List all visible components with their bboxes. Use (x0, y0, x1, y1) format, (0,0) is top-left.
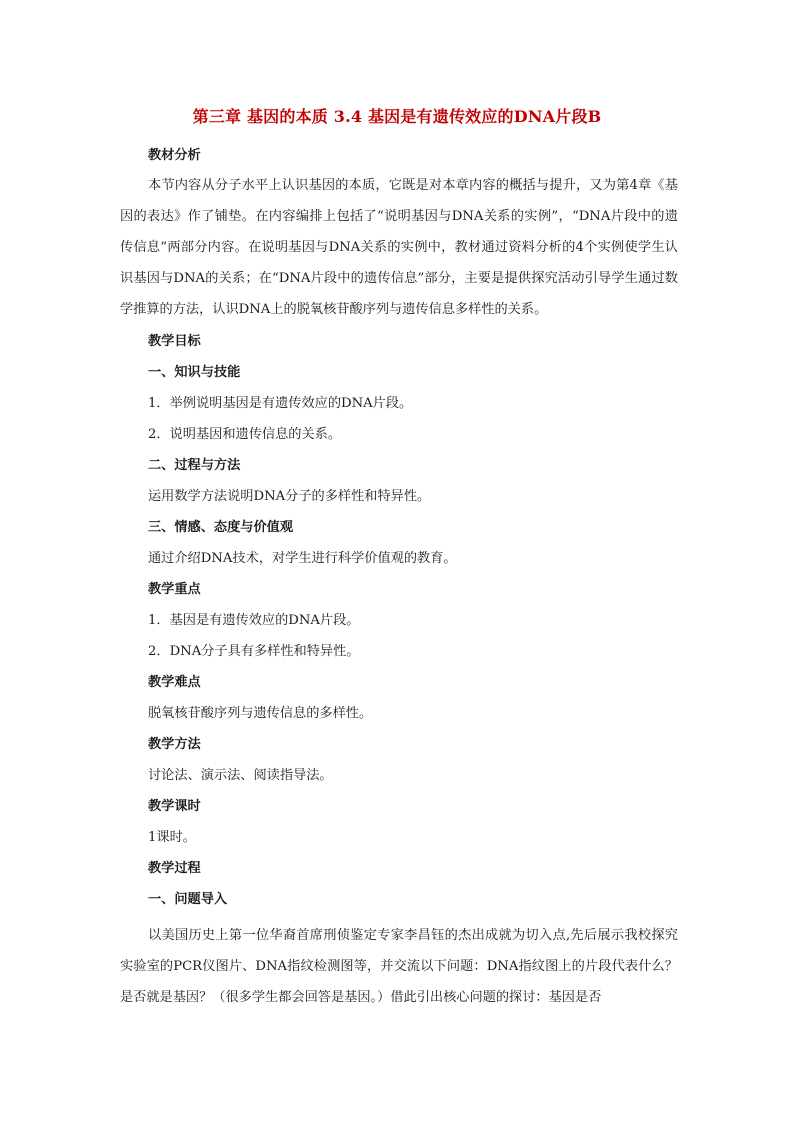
analysis-heading: 教材分析 (148, 148, 201, 163)
difficulty-heading: 教学难点 (148, 675, 201, 690)
analysis-paragraph: 本节内容从分子水平上认识基因的本质，它既是对本章内容的概括与提升，又为第4章《基因的表达》作了铺垫。在内容编排上包括了“说明基因与DNA关系的实例”，“DNA片段中的遗传信息”两部分内容。在说明基因与DNA关系的实例中，教材通过资料分析的4个实例使学生认识基因与DNA的关系；在“DNA片段中的遗传信息”部分，主要是提供探究活动引导学生通过数学推算的方法，认识DNA上的脱氧核苷酸序列与遗传信息多样性的关系。 (120, 178, 678, 317)
document-title: 第三章 基因的本质 3.4 基因是有遗传效应的DNA片段B (192, 107, 602, 126)
keypoints-heading: 教学重点 (148, 582, 201, 597)
goal3-text: 通过介绍DNA技术，对学生进行科学价值观的教育。 (148, 551, 457, 566)
keypoint-2: 2．DNA分子具有多样性和特异性。 (148, 644, 360, 659)
goal3-heading: 三、情感、态度与价值观 (148, 520, 294, 535)
difficulty-text: 脱氧核苷酸序列与遗传信息的多样性。 (148, 706, 373, 721)
goal1-item-1: 1．举例说明基因是有遗传效应的DNA片段。 (148, 396, 413, 411)
intro-paragraph: 以美国历史上第一位华裔首席刑侦鉴定专家李昌钰的杰出成就为切入点,先后展示我校探究实验室的PCR仪图片、DNA指纹检测图等，并交流以下问题：DNA指纹图上的片段代表什么？是否就是基因？（很多学生都会回答是基因。）借此引出核心问题的探讨：基因是否 (120, 928, 678, 1005)
keypoint-1: 1．基因是有遗传效应的DNA片段。 (148, 613, 360, 628)
process-heading: 教学过程 (148, 861, 201, 876)
hours-heading: 教学课时 (148, 799, 201, 814)
method-heading: 教学方法 (148, 737, 201, 752)
goal1-item-2: 2．说明基因和遗传信息的关系。 (148, 427, 342, 442)
goals-heading: 教学目标 (148, 334, 201, 349)
intro-heading: 一、问题导入 (148, 892, 228, 907)
method-text: 讨论法、演示法、阅读指导法。 (148, 768, 333, 783)
goal2-heading: 二、过程与方法 (148, 458, 241, 473)
goal1-heading: 一、知识与技能 (148, 365, 241, 380)
hours-text: 1课时。 (148, 830, 196, 845)
goal2-text: 运用数学方法说明DNA分子的多样性和特异性。 (148, 489, 431, 504)
